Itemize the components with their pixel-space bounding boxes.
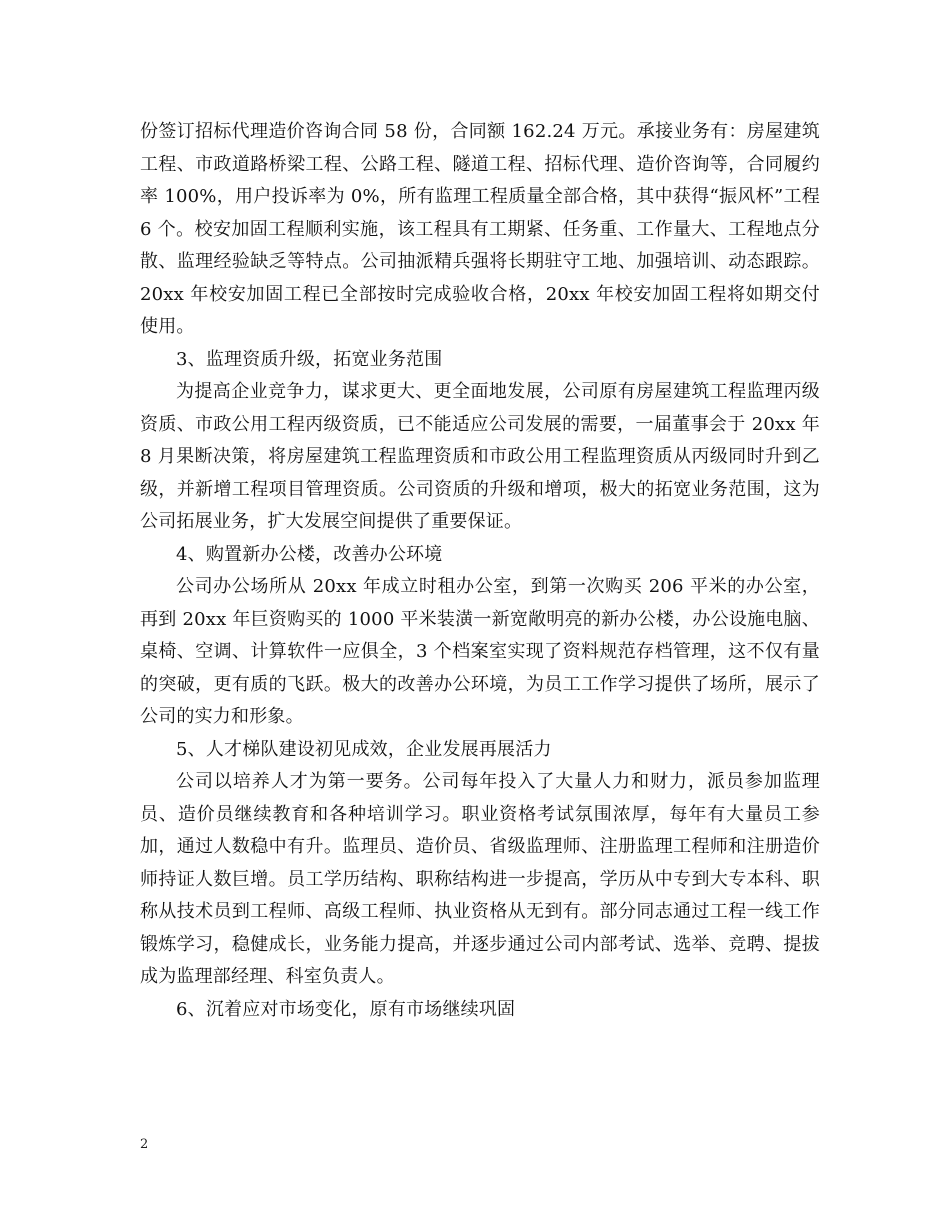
document-body (140, 116, 820, 1026)
page-number: 2 (140, 1137, 149, 1152)
section-heading-3: 3、监理资质升级，拓宽业务范围 (176, 348, 443, 370)
body-paragraph: 为提高企业竞争力，谋求更大、更全面地发展，公司原有房屋建筑工程监理丙级资质、市政公用工程丙级资质，已不能适应公司发展的需要，一届董事会于 20xx 年 8 月果断决策，将房屋建筑工程监理资质和市政公用工程监理资质从丙级同时升到乙级，并新增工程项目管理资质。公司资质的升级和增项，极大的拓宽业务范围，这为公司拓展业务，扩大发展空间提供了重要保证。 (140, 381, 820, 532)
body-paragraph: 份签订招标代理造价咨询合同 58 份，合同额 162.24 万元。承接业务有：房屋建筑工程、市政道路桥梁工程、公路工程、隧道工程、招标代理、造价咨询等，合同履约率 100%，用户投诉率为 0%，所有监理工程质量全部合格，其中获得“振风杯”工程 6 个。校安加固工程顺利实施，该工程具有工期紧、任务重、工作量大、工程地点分散、监理经验缺乏等特点。公司抽派精兵强将长期驻守工地、加强培训、动态跟踪。20xx 年校安加固工程已全部按时完成验收合格，20xx 年校安加固工程将如期交付使用。 (140, 121, 820, 337)
body-paragraph: 公司以培养人才为第一要务。公司每年投入了大量人力和财力，派员参加监理员、造价员继续教育和各种培训学习。职业资格考试氛围浓厚，每年有大量员工参加，通过人数稳中有升。监理员、造价员、省级监理师、注册监理工程师和注册造价师持证人数巨增。员工学历结构、职称结构进一步提高，学历从中专到大专本科、职称从技术员到工程师、高级工程师、执业资格从无到有。部分同志通过工程一线工作锻炼学习，稳健成长，业务能力提高，并逐步通过公司内部考试、选举、竞聘、提拔成为监理部经理、科室负责人。 (140, 771, 820, 987)
section-heading-6: 6、沉着应对市场变化，原有市场继续巩固 (176, 998, 516, 1020)
section-heading-5: 5、人才梯队建设初见成效，企业发展再展活力 (176, 738, 552, 760)
body-paragraph: 公司办公场所从 20xx 年成立时租办公室，到第一次购买 206 平米的办公室，再到 20xx 年巨资购买的 1000 平米装潢一新宽敞明亮的新办公楼，办公设施电脑、桌椅、空调、计算软件一应俱全，3 个档案室实现了资料规范存档管理，这不仅有量的突破，更有质的飞跃。极大的改善办公环境，为员工工作学习提供了场所，展示了公司的实力和形象。 (140, 576, 820, 727)
section-heading-4: 4、购置新办公楼，改善办公环境 (176, 543, 443, 565)
